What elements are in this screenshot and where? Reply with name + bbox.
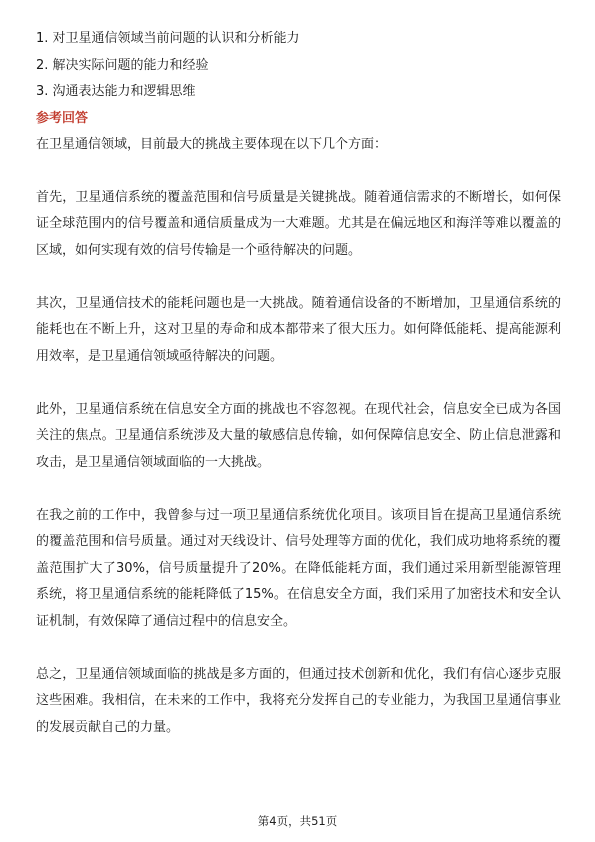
answer-paragraph: 其次，卫星通信技术的能耗问题也是一大挑战。随着通信设备的不断增加，卫星通信系统的能耗也在不断上升，这对卫星的寿命和成本都带来了很大压力。如何降低能耗、提高能源利用效率，是卫星通信领域亟待解决的问题。: [36, 295, 561, 364]
criteria-item: 3. 沟通表达能力和逻辑思维: [36, 84, 196, 99]
answer-paragraph: 此外，卫星通信系统在信息安全方面的挑战也不容忽视。在现代社会，信息安全已成为各国关注的焦点。卫星通信系统涉及大量的敏感信息传输，如何保障信息安全、防止信息泄露和攻击，是卫星通信领域面临的一大挑战。: [36, 401, 561, 470]
answer-paragraph: 首先，卫星通信系统的覆盖范围和信号质量是关键挑战。随着通信需求的不断增长，如何保证全球范围内的信号覆盖和通信质量成为一大难题。尤其是在偏远地区和海洋等难以覆盖的区域，如何实现有效的信号传输是一个亟待解决的问题。: [36, 189, 561, 258]
page-number-footer: 第4页，共51页: [257, 814, 338, 828]
document-page: [36, 30, 561, 768]
answer-body: [36, 132, 561, 742]
answer-paragraph: 总之，卫星通信领域面临的挑战是多方面的，但通过技术创新和优化，我们有信心逐步克服这些困难。我相信，在未来的工作中，我将充分发挥自己的专业能力，为我国卫星通信事业的发展贡献自己的力量。: [36, 666, 561, 735]
evaluation-criteria-list: [36, 30, 561, 101]
answer-paragraph: 在我之前的工作中，我曾参与过一项卫星通信系统优化项目。该项目旨在提高卫星通信系统的覆盖范围和信号质量。通过对天线设计、信号处理等方面的优化，我们成功地将系统的覆盖范围扩大了30%，信号质量提升了20%。在降低能耗方面，我们通过采用新型能源管理系统，将卫星通信系统的能耗降低了15%。在信息安全方面，我们采用了加密技术和安全认证机制，有效保障了通信过程中的信息安全。: [36, 507, 561, 629]
answer-intro-paragraph: 在卫星通信领域，目前最大的挑战主要体现在以下几个方面：: [36, 136, 388, 152]
criteria-item: 2. 解决实际问题的能力和经验: [36, 57, 209, 73]
answer-heading: 参考回答: [36, 110, 89, 126]
criteria-item: 1. 对卫星通信领域当前问题的认识和分析能力: [36, 31, 300, 46]
